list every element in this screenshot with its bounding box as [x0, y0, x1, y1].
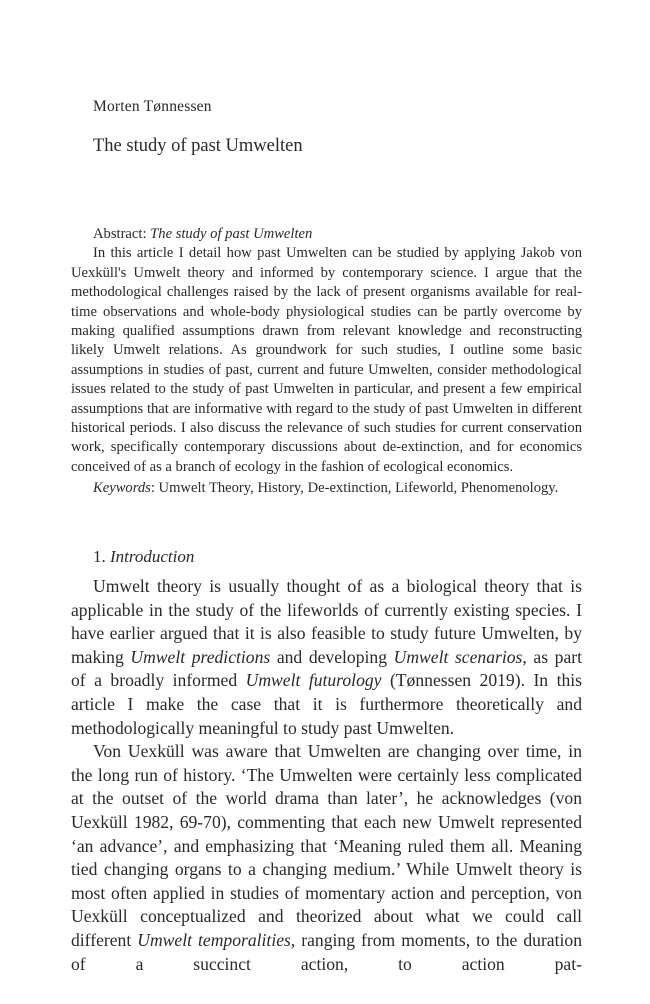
article-title: The study of past Umwelten: [93, 136, 303, 156]
emphasis: Umwelt temporalities: [137, 929, 291, 950]
abstract: [71, 225, 582, 499]
abstract-title: The study of past Umwelten: [150, 226, 313, 242]
abstract-body: In this article I detail how past Umwelten can be studied by applying Jakob von Uexküll's Umwelt theory and informed by contemporary science. I argue that the methodological challenges raised by the lack of present organisms available for real-time observations and whole-body physiological studies can be partly overcome by making qualified assumptions drawn from relevant knowledge and reconstructing likely Umwelt relations. As groundwork for such studies, I outline some basic assumptions in studies of past, current and future Umwelten, consider methodological issues related to the study of past Umwelten in particular, and present a few empirical assumptions that are informative with regard to the study of past Umwelten in different historical periods. I also discuss the relevance of such studies for current conservation work, specifically contemporary discussions about de-extinction, and for economics conceived of as a branch of ecology in the fashion of ecological economics.: [71, 245, 582, 475]
abstract-label: Abstract:: [93, 226, 151, 242]
paragraph: [71, 575, 582, 740]
abstract-heading: [71, 225, 582, 244]
text-run: (Tønnessen 2019). In this article I make the case that it is furthermore theoretically and methodologically meaningful to study past Umwelten.: [71, 670, 582, 738]
section-title: Introduction: [110, 547, 195, 566]
text-run: , ranging from moments, to the duration of a succinct action, to action pat-: [71, 929, 582, 974]
text-run: , as part of a broadly informed: [71, 646, 582, 691]
keywords-label: Keywords: [93, 480, 151, 497]
emphasis: Umwelt predictions: [130, 646, 271, 667]
emphasis: Umwelt scenarios: [393, 646, 523, 667]
introduction-text: [71, 575, 582, 976]
keywords-list: : Umwelt Theory, History, De-extinction, Lifeworld, Phenomenology.: [150, 480, 559, 497]
text-run: and developing: [270, 646, 394, 667]
section-heading: [93, 547, 194, 567]
keywords: [71, 479, 582, 498]
emphasis: Umwelt futurology: [245, 670, 382, 691]
text-run: Von Uexküll was aware that Umwelten are changing over time, in the long run of history. ‘The Umwelten were certainly less complicated at the outset of the world drama than later’, he acknowledges (von Uexküll 1982, 69-70), commenting that each new Umwelt represented ‘an advance’, and emphasizing that ‘Meaning ruled them all. Meaning tied changing organs to a changing medium.’ While Umwelt theory is most often applied in studies of momentary action and perception, von Uexküll conceptualized and theorized about what we could call different: [71, 741, 582, 950]
paragraph: [71, 740, 582, 976]
section-number: 1.: [93, 547, 110, 566]
text-run: Umwelt theory is usually thought of as a biological theory that is applicable in the study of the lifeworlds of currently existing species. I have earlier argued that it is also feasible to study future Umwelten, by making: [71, 576, 582, 667]
author-name: Morten Tønnessen: [93, 98, 212, 115]
